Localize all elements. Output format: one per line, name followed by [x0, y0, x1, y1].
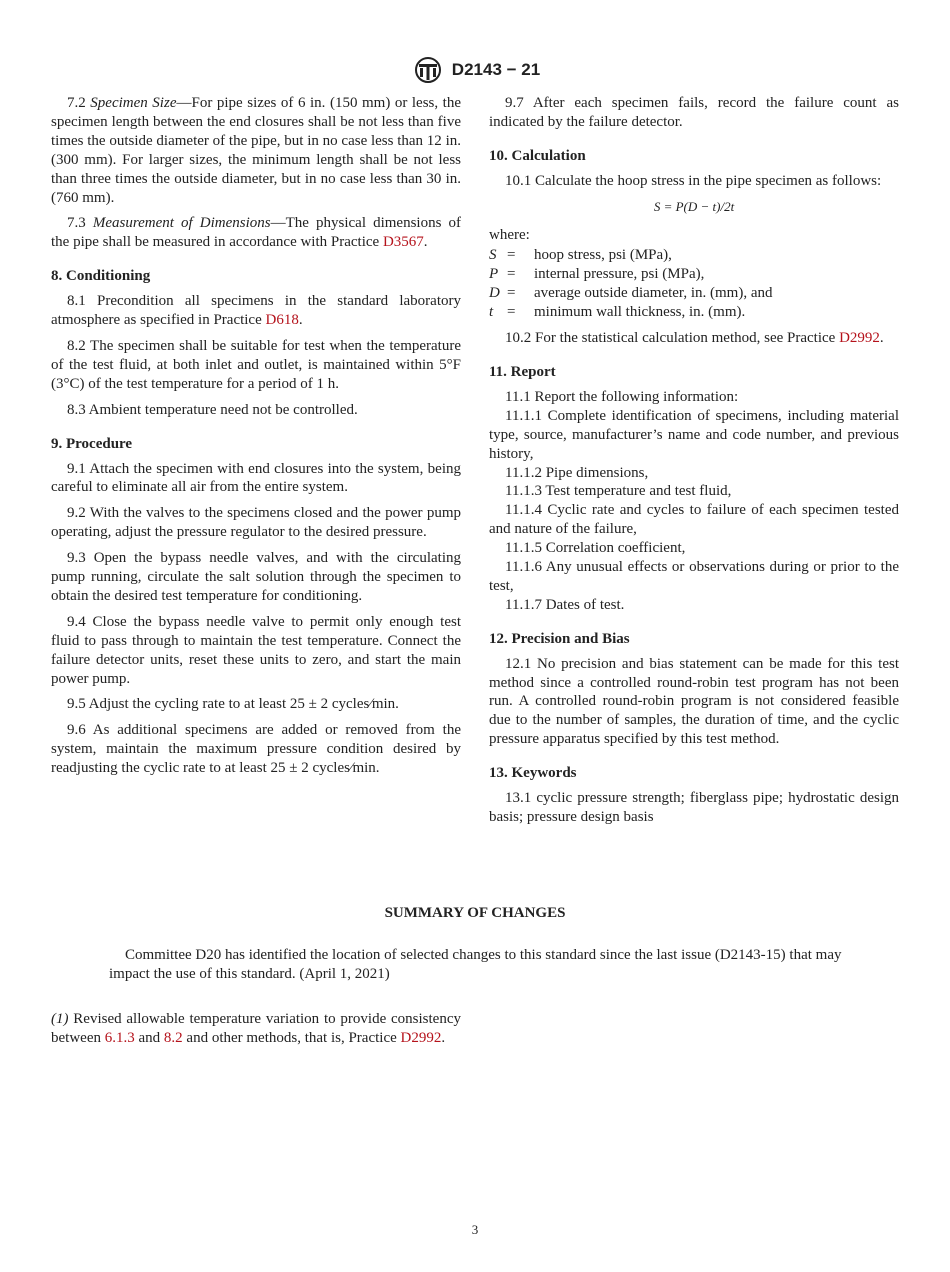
section-9-2: 9.2 With the valves to the specimens closed and the power pump operating, adjust the pressure regulator to the desired pressure.	[51, 505, 461, 541]
section-9-6: 9.6 As additional specimens are added or removed from the system, maintain the maximum pressure condition desired by readjusting the cyclic rate to at least 25 ± 2 cycles⁄min.	[51, 722, 461, 777]
left-column	[51, 94, 461, 785]
heading-calculation: 10. Calculation	[489, 147, 586, 164]
hoop-stress-equation: S = P(D − t)/2t	[653, 198, 735, 214]
page-header	[0, 56, 950, 84]
astm-logo-icon	[410, 56, 446, 84]
definition-row: t = minimum wall thickness, in. (mm).	[489, 304, 746, 321]
definition-row: D = average outside diameter, in. (mm), and	[489, 285, 773, 302]
where-label: where:	[489, 226, 530, 243]
section-8-2: 8.2 The specimen shall be suitable for test when the temperature of the test fluid, at both inlet and outlet, is maintained within 5°F (3°C) of the test temperature for a period of 1 h.	[51, 337, 461, 392]
committee-statement: Committee D20 has identified the location of selected changes to this standard since the last issue (D2143-15) that may impact the use of this standard. (April 1, 2021)	[109, 947, 842, 982]
section-9-5: 9.5 Adjust the cycling rate to at least 25 ± 2 cycles⁄min.	[67, 696, 399, 713]
section-8-1: 8.1 Precondition all specimens in the standard laboratory atmosphere as specified in Practice D618.	[51, 293, 461, 329]
section-8-3: 8.3 Ambient temperature need not be controlled.	[67, 401, 358, 418]
section-9-3: 9.3 Open the bypass needle valves, and with the circulating pump running, circulate the salt solution through the specimen to obtain the desired test temperature for conditioning.	[51, 550, 461, 604]
heading-precision-and-bias: 12. Precision and Bias	[489, 630, 630, 647]
section-12-1: 12.1 No precision and bias statement can be made for this test method since a controlled round-robin test program has not been run. A controlled round-robin program is not considered feasible due to the number of samples, the duration of time, and the cyclic pressure apparatus specified by this test method.	[489, 655, 899, 748]
section-11-1-3: 11.1.3 Test temperature and test fluid,	[505, 483, 732, 500]
link-6-1-3[interactable]: 6.1.3	[104, 1030, 135, 1046]
section-11-1-5: 11.1.5 Correlation coefficient,	[505, 540, 686, 557]
variable-definitions	[489, 246, 899, 322]
definition-row: S = hoop stress, psi (MPa),	[489, 247, 672, 264]
section-9-7: 9.7 After each specimen fails, record the failure count as indicated by the failure detector.	[489, 95, 899, 130]
link-d618[interactable]: D618	[265, 312, 299, 329]
right-column	[489, 94, 899, 834]
heading-report: 11. Report	[489, 363, 556, 380]
summary-of-changes-title: SUMMARY OF CHANGES	[384, 905, 566, 921]
section-11-1-6: 11.1.6 Any unusual effects or observations during or prior to the test,	[489, 559, 899, 594]
heading-keywords: 13. Keywords	[489, 765, 577, 782]
change-item-1: (1) Revised allowable temperature variation to provide consistency between 6.1.3 and 8.2 and other methods, that is, Practice D2992.	[51, 1011, 461, 1046]
link-8-2[interactable]: 8.2	[163, 1030, 183, 1046]
link-d2992-summary[interactable]: D2992	[400, 1030, 442, 1046]
link-d2992[interactable]: D2992	[839, 330, 880, 347]
section-11-1-7: 11.1.7 Dates of test.	[505, 596, 625, 613]
standard-designation: D2143 − 21	[451, 60, 541, 79]
section-9-4: 9.4 Close the bypass needle valve to permit only enough test fluid to pass through to maintain the test temperature. Connect the failure detector units, reset these units to zero, and start the main power pump.	[51, 613, 461, 687]
link-d3567[interactable]: D3567	[382, 234, 424, 251]
section-10-2: 10.2 For the statistical calculation method, see Practice D2992.	[505, 330, 884, 347]
heading-procedure: 9. Procedure	[51, 435, 133, 452]
definition-row: P = internal pressure, psi (MPa),	[489, 266, 705, 283]
page-number: 3	[471, 1222, 479, 1237]
section-7-3: 7.3 Measurement of Dimensions—The physical dimensions of the pipe shall be measured in accordance with Practice D3567.	[51, 215, 462, 251]
section-11-1-4: 11.1.4 Cyclic rate and cycles to failure of each specimen tested and nature of the failure,	[489, 502, 899, 538]
section-10-1: 10.1 Calculate the hoop stress in the pipe specimen as follows:	[505, 172, 882, 189]
section-7-2: 7.2 Specimen Size—For pipe sizes of 6 in. (150 mm) or less, the specimen length between the end closures shall be not less than five times the outside diameter of the pipe, but in no case less than 12 in. (300 mm). For larger sizes, the minimum length shall be not less than three times the outside diameter, but in no case less than 30 in. (760 mm).	[51, 95, 462, 206]
section-9-1: 9.1 Attach the specimen with end closures into the system, being careful to eliminate all air from the entire system.	[51, 460, 461, 496]
section-11-1: 11.1 Report the following information:	[505, 388, 739, 405]
section-13-1: 13.1 cyclic pressure strength; fiberglass pipe; hydrostatic design basis; pressure design basis	[489, 790, 899, 825]
section-11-1-1: 11.1.1 Complete identification of specimens, including material type, source, manufacturer’s name and code number, and previous history,	[489, 407, 899, 462]
heading-conditioning: 8. Conditioning	[51, 268, 151, 285]
section-11-1-2: 11.1.2 Pipe dimensions,	[505, 464, 649, 481]
